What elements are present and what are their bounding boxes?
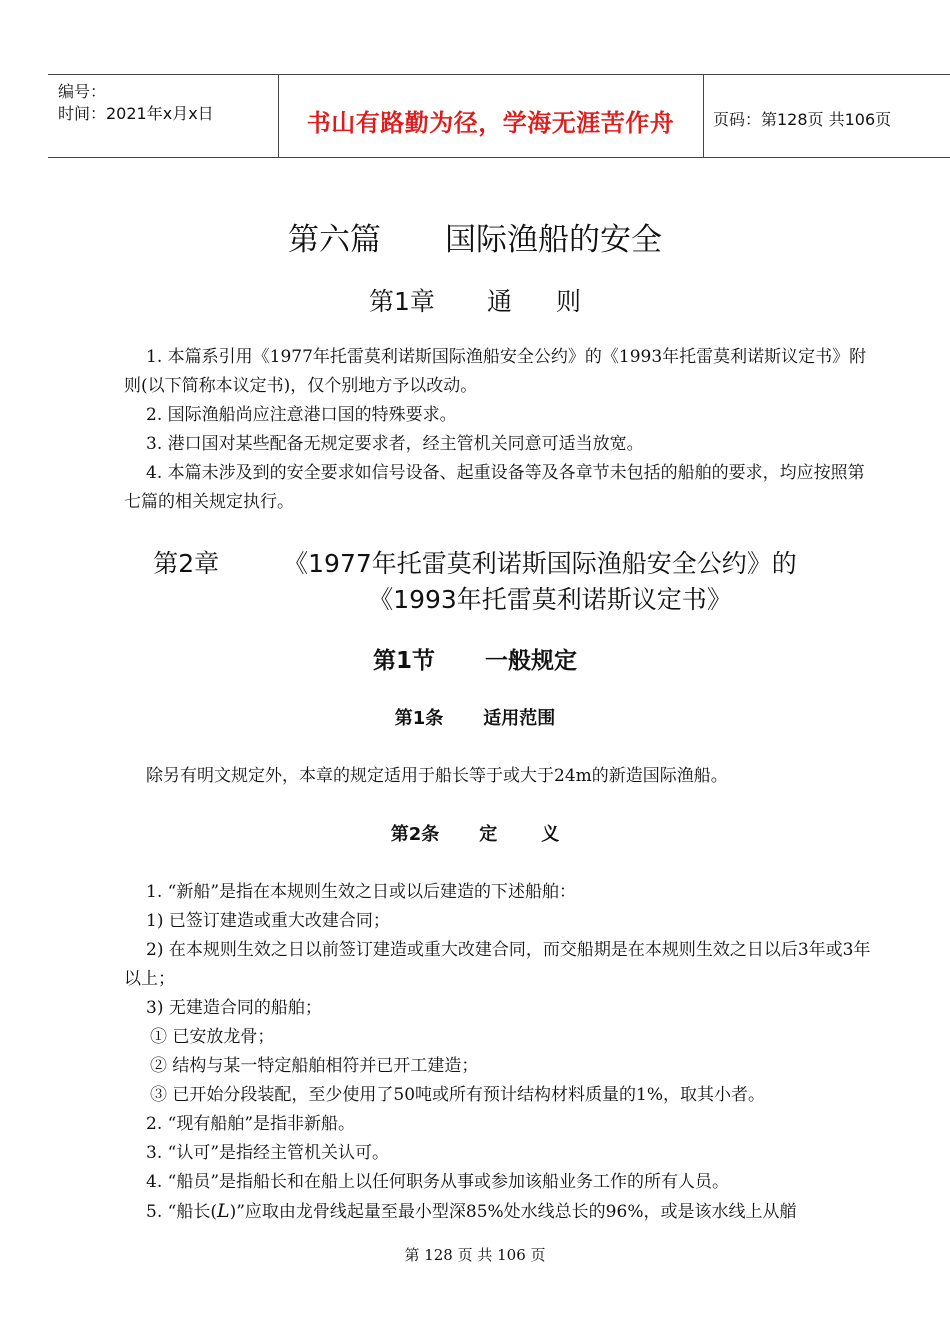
header-motto-cell <box>278 75 704 157</box>
chapter2-title-line2 <box>0 580 950 616</box>
article2-body <box>124 878 872 1227</box>
chapter2-name-a: 《1977年托雷莫利诺斯国际渔船安全公约》的 <box>283 549 797 578</box>
number-label: 编号： <box>58 82 107 101</box>
page-header <box>48 74 950 158</box>
part-number: 第六篇 <box>288 222 381 258</box>
chapter2-name-b: 《1993年托雷莫利诺斯议定书》 <box>368 585 732 614</box>
item5-text-b: )”应取由龙骨线起量至最小型深85%处水线总长的96%，或是该水线上从艏 <box>229 1202 797 1222</box>
item5-text-a: 5. “船长( <box>146 1202 217 1222</box>
chapter1-number: 第1章 <box>369 287 435 316</box>
definition-item: 3) 无建造合同的船舶； <box>146 998 322 1018</box>
chapter2-number: 第2章 <box>153 549 220 578</box>
header-meta-cell <box>48 75 279 157</box>
section1-name: 一般规定 <box>485 648 577 674</box>
definition-item: 1) 已签订建造或重大改建合同； <box>146 911 390 931</box>
chapter2-title-line1 <box>0 544 950 580</box>
article1-number: 第1条 <box>394 708 444 729</box>
article2-name-b: 义 <box>541 824 560 845</box>
definition-item: 2) 在本规则生效之日以前签订建造或重大改建合同，而交船期是在本规则生效之日以后3年或3年以上； <box>124 940 871 989</box>
paragraph: 1. 本篇系引用《1977年托雷莫利诺斯国际渔船安全公约》的《1993年托雷莫利诺斯议定书》附则(以下简称本议定书)，仅个别地方予以改动。 <box>124 347 867 396</box>
article2-name-a: 定 <box>479 824 498 845</box>
chapter1-name-b: 则 <box>555 287 581 316</box>
paragraph: 3. 港口国对某些配备无规定要求者，经主管机关同意可适当放宽。 <box>146 434 644 454</box>
header-page-cell <box>713 75 950 157</box>
length-symbol: L <box>216 1200 230 1222</box>
chapter1-name-a: 通 <box>486 287 512 316</box>
paragraph: 2. 国际渔船尚应注意港口国的特殊要求。 <box>146 405 457 425</box>
chapter1-body <box>124 343 872 517</box>
chapter1-title <box>0 282 950 318</box>
definition-item: 4. “船员”是指船长和在船上以任何职务从事或参加该船业务工作的所有人员。 <box>146 1172 730 1192</box>
circled-item: ① 已安放龙骨； <box>150 1027 275 1047</box>
time-label: 时间：2021年x月x日 <box>58 104 214 123</box>
article2-number: 第2条 <box>390 824 440 845</box>
article1-name: 适用范围 <box>483 708 556 729</box>
definition-item: 3. “认可”是指经主管机关认可。 <box>146 1143 390 1163</box>
definition-item: 2. “现有船舶”是指非新船。 <box>146 1114 356 1134</box>
section1-number: 第1节 <box>372 648 435 674</box>
definition-item: 1. “新船”是指在本规则生效之日或以后建造的下述船舶： <box>146 882 577 902</box>
section1-title <box>0 642 950 675</box>
article1-body <box>124 762 872 791</box>
part-name: 国际渔船的安全 <box>445 222 662 258</box>
circled-item: ③ 已开始分段装配，至少使用了50吨或所有预计结构材料质量的1%，取其小者。 <box>150 1085 766 1105</box>
circled-item: ② 结构与某一特定船舶相符并已开工建造； <box>150 1056 479 1076</box>
paragraph: 4. 本篇未涉及到的安全要求如信号设备、起重设备等及各章节未包括的船舶的要求，均应按照第七篇的相关规定执行。 <box>124 463 865 512</box>
definition-item <box>124 1197 872 1227</box>
motto: 书山有路勤为径，学海无涯苦作舟 <box>306 109 675 137</box>
article2-title <box>0 820 950 846</box>
page-footer: 第 128 页 共 106 页 <box>404 1246 546 1264</box>
page-info: 页码：第128页 共106页 <box>713 110 892 129</box>
article1-title <box>0 704 950 730</box>
paragraph: 除另有明文规定外，本章的规定适用于船长等于或大于24m的新造国际渔船。 <box>146 766 728 786</box>
part-title <box>0 214 950 259</box>
